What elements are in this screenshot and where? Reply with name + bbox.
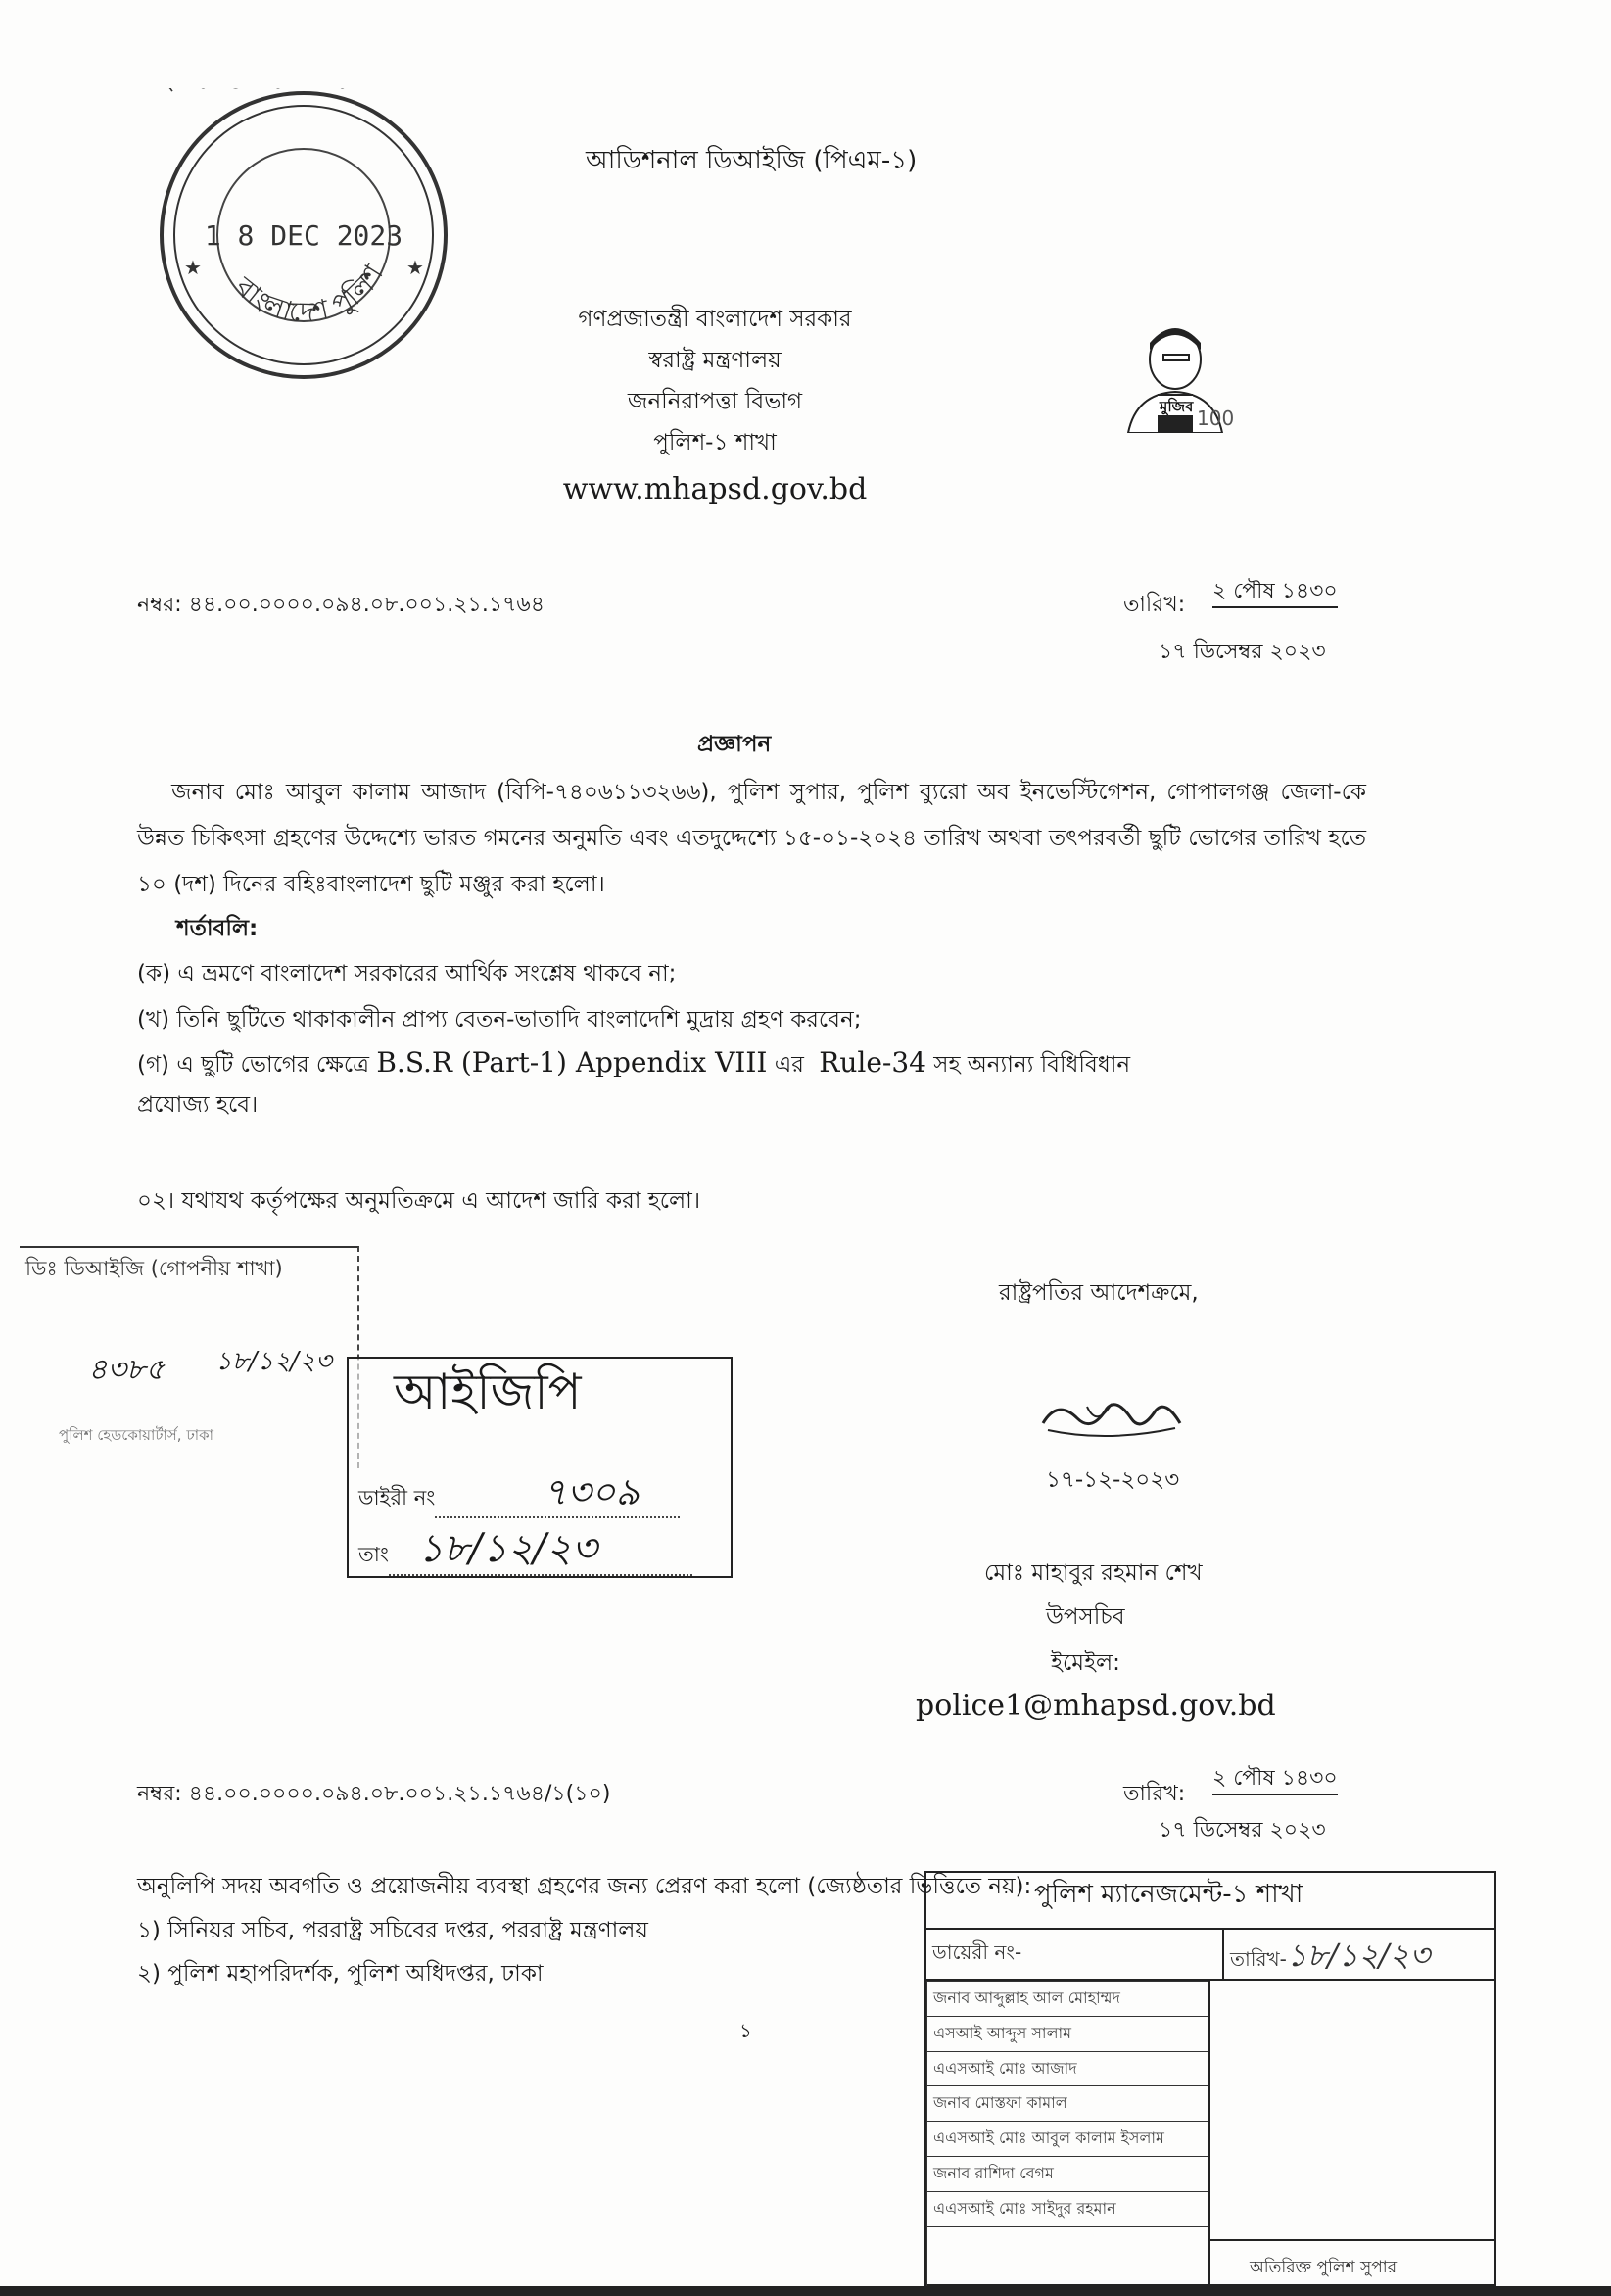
stamp-left-number: ৪৩৮৫: [88, 1353, 165, 1387]
igp-date-label: তাং: [358, 1543, 389, 1566]
date-bengali: ২ পৌষ ১৪৩০: [1212, 578, 1338, 608]
letterhead-website: www.mhapsd.gov.bd: [562, 471, 868, 506]
letterhead-ministry: স্বরাষ্ট্র মন্ত্রণালয়: [648, 347, 782, 373]
letterhead-govt: গণপ্রজাতন্ত্রী বাংলাদেশ সরকার: [578, 307, 852, 332]
seal-date: 1 8 DEC 2023: [204, 219, 403, 252]
officer-cell: এসআই আব্দুস সালাম: [927, 2016, 1210, 2051]
officer-cell: এএসআই মোঃ আবুল কালাম ইসলাম: [927, 2122, 1210, 2157]
branch-diary-label: ডায়েরী নং-: [926, 1930, 1224, 1979]
condition-ga-mid: এর: [774, 1052, 804, 1077]
officer-cell: এএসআই মোঃ সাইদুর রহমান: [927, 2191, 1210, 2226]
top-heading: আডিশনাল ডিআইজি (পিএম-১): [586, 146, 918, 175]
officer-cell: জনাব আব্দুল্লাহ আল মোহাম্মদ: [927, 1982, 1210, 2017]
condition-kha: (খ) তিনি ছুটিতে থাকাকালীন প্রাপ্য বেতন-ভাতাদি বাংলাদেশি মুদ্রায় গ্রহণ করবেন;: [137, 1007, 862, 1032]
logo-year: 100: [1197, 407, 1235, 430]
email-label: ইমেইল:: [1051, 1650, 1120, 1676]
date-label: তারিখ:: [1123, 593, 1186, 617]
table-row: [927, 2086, 1210, 2122]
signature-mark: [1038, 1389, 1185, 1448]
condition-ga-prefix: (গ) এ ছুটি ভোগের ক্ষেত্রে: [137, 1052, 370, 1077]
seal-star-right-icon: ★: [406, 256, 424, 279]
copy-item-2: ২) পুলিশ মহাপরিদর্শক, পুলিশ অধিদপ্তর, ঢাকা: [137, 1961, 544, 1986]
officer-cell: জনাব রাশিদা বেগম: [927, 2157, 1210, 2192]
letterhead: [441, 306, 989, 520]
letterhead-branch: পুলিশ-১ শাখা: [653, 429, 777, 455]
table-row: [927, 1982, 1210, 2017]
table-row: [927, 2016, 1210, 2051]
stamp-left-header: ডিঃ ডিআইজি (গোপনীয় শাখা): [25, 1257, 283, 1280]
branch-officer-table: [926, 1981, 1210, 2290]
condition-ga-suffix: সহ অন্যান্য বিধিবিধান: [933, 1052, 1131, 1077]
table-row: [927, 2157, 1210, 2192]
memo-number: নম্বর: ৪৪.০০.০০০০.০৯৪.০৮.০০১.২১.১৭৬৪: [137, 593, 545, 617]
igp-stamp: [347, 1357, 733, 1578]
signatory-email: police1@mhapsd.gov.bd: [916, 1689, 1276, 1723]
portrait-icon: [1116, 315, 1293, 433]
logo-text: মুজিব: [1160, 398, 1194, 415]
branch-footer-box: [1210, 2239, 1494, 2290]
diary-label-text: ডাইরী নং: [358, 1486, 436, 1509]
copy-memo-number: নম্বর: ৪৪.০০.০০০০.০৯৪.০৮.০০১.২১.১৭৬৪/১(১০): [137, 1782, 611, 1806]
table-row: [927, 2051, 1210, 2086]
copy-date-label: তারিখ:: [1123, 1782, 1186, 1806]
condition-ka: (ক) এ ভ্রমণে বাংলাদেশ সরকারের আর্থিক সংশ্লেষ থাকবে না;: [137, 961, 677, 986]
branch-date-label: তারিখ-: [1230, 1947, 1287, 1971]
letterhead-division: জননিরাপত্তা বিভাগ: [627, 388, 803, 414]
copy-intro: অনুলিপি সদয় অবগতি ও প্রয়োজনীয় ব্যবস্থা গ্রহণের জন্য প্রেরণ করা হলো (জ্যেষ্ঠতার ভিত্তিতে নয়):: [137, 1874, 1032, 1899]
branch-stamp-title: পুলিশ ম্যানেজমেন্ট-১ শাখা: [926, 1873, 1494, 1930]
table-row: [927, 2226, 1210, 2289]
condition-ga-rule: B.S.R (Part-1) Appendix VIII: [376, 1046, 768, 1078]
signatory-name: মোঃ মাহাবুর রহমান শেখ: [984, 1560, 1203, 1586]
condition-ga: [137, 1045, 1130, 1080]
copy-date-bengali: ২ পৌষ ১৪৩০: [1212, 1765, 1338, 1795]
signature-icon: [1038, 1389, 1185, 1448]
branch-sign-area: [1210, 1981, 1494, 2290]
diary-label: [358, 1468, 680, 1518]
condition-ga-line2: প্রযোজ্য হবে।: [137, 1092, 259, 1118]
table-row: [927, 2191, 1210, 2226]
signatory-designation: উপসচিব: [1046, 1604, 1125, 1630]
notice-paragraph: জনাব মোঃ আবুল কালাম আজাদ (বিপি-৭৪০৬১১৩২৬৬), পুলিশ সুপার, পুলিশ ব্যুরো অব ইনভেস্টিগেশন, গোপালগঞ্জ জেলা-কে উন্নত চিকিৎসা গ্রহণের উদ্দেশ্যে ভারত গমনের অনুমতি এবং এতদুদ্দেশ্যে ১৫-০১-২০২৪ তারিখ অথবা তৎপরবর্তী ছুটি ভোগের তারিখ হতে ১০ (দশ) দিনের বহিঃবাংলাদেশ ছুটি মঞ্জুর করা হলো।: [137, 780, 1366, 897]
igp-title: আইজিপি: [394, 1363, 582, 1420]
officer-cell: এএসআই মোঃ আজাদ: [927, 2051, 1210, 2086]
seal-graphic: [157, 88, 450, 382]
seal-bottom-text: বাংলাদেশ পুলিশ: [229, 259, 391, 329]
stamp-left-date: ১৮/১২/২৩: [215, 1347, 332, 1376]
stamp-left-line: পুলিশ হেডকোয়ার্টার্স, ঢাকা: [59, 1426, 214, 1444]
condition-ga-rule2: Rule-34: [819, 1046, 926, 1078]
presidential-order: রাষ্ট্রপতির আদেশক্রমে,: [999, 1280, 1199, 1306]
branch-footer: অতিরিক্ত পুলিশ সুপার: [1250, 2258, 1398, 2277]
branch-receipt-stamp: [924, 1871, 1496, 2286]
order-line: ০২। যথাযথ কর্তৃপক্ষের অনুমতিক্রমে এ আদেশ জারি করা হলো।: [137, 1188, 701, 1214]
empty-cell: [927, 2226, 1210, 2289]
igp-date: ১৮/১২/২৩: [417, 1526, 597, 1571]
seal-star-left-icon: ★: [184, 256, 202, 279]
seal-top-text: [157, 88, 385, 96]
page-number: ১: [739, 2019, 752, 2042]
date-english: ১৭ ডিসেম্বর ২০২৩: [1159, 640, 1326, 664]
conditions-title: শর্তাবলি:: [176, 916, 259, 941]
branch-date: ১৮/১২/২৩: [1286, 1937, 1431, 1974]
notice-title: প্রজ্ঞাপন: [697, 732, 772, 757]
scan-edge: [0, 2286, 1611, 2296]
copy-item-1: ১) সিনিয়র সচিব, পররাষ্ট্র সচিবের দপ্তর, পররাষ্ট্র মন্ত্রণালয়: [137, 1918, 648, 1943]
officer-cell: জনাব মোস্তফা কামাল: [927, 2086, 1210, 2122]
copy-date-english: ১৭ ডিসেম্বর ২০২৩: [1159, 1818, 1326, 1842]
round-seal: [157, 88, 450, 382]
received-stamp-left: [20, 1246, 359, 1468]
branch-date-row: [1224, 1930, 1494, 1979]
table-row: [927, 2122, 1210, 2157]
igp-date-row: [358, 1523, 692, 1576]
diary-number: ৭৩০৯: [543, 1470, 640, 1513]
signature-date: ১৭-১২-২০২৩: [1046, 1467, 1180, 1493]
mujib-100-logo: [1116, 315, 1293, 433]
